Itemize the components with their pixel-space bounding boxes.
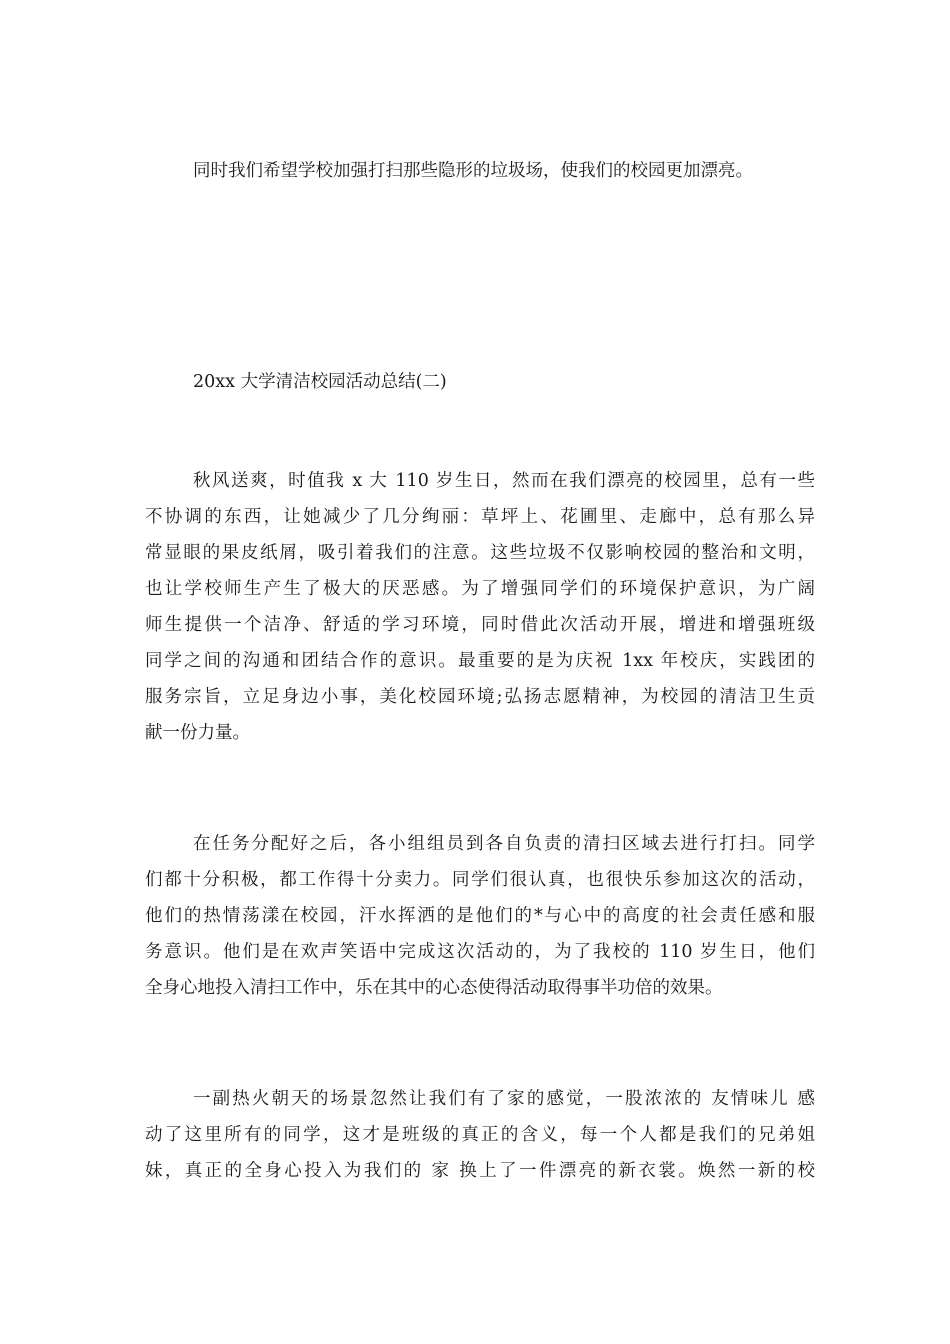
paragraph-line: 献一份力量。 bbox=[145, 723, 250, 743]
paragraph-line: 服务宗旨，立足身边小事，美化校园环境;弘扬志愿精神，为校园的清洁卫生贡 bbox=[145, 687, 815, 707]
paragraph-line: 常显眼的果皮纸屑，吸引着我们的注意。这些垃圾不仅影响校园的整治和文明， bbox=[145, 543, 815, 563]
closing-sentence: 同时我们希望学校加强打扫那些隐形的垃圾场，使我们的校园更加漂亮。 bbox=[193, 161, 753, 181]
paragraph-line: 不协调的东西，让她减少了几分绚丽：草坪上、花圃里、走廊中，总有那么异 bbox=[145, 507, 815, 527]
paragraph-line: 也让学校师生产生了极大的厌恶感。为了增强同学们的环境保护意识，为广阔 bbox=[145, 579, 815, 599]
paragraph-line: 一副热火朝天的场景忽然让我们有了家的感觉，一股浓浓的 友情味儿 感 bbox=[193, 1089, 815, 1109]
paragraph-line: 在任务分配好之后，各小组组员到各自负责的清扫区域去进行打扫。同学 bbox=[193, 834, 815, 854]
section-title: 20xx 大学清洁校园活动总结(二) bbox=[193, 372, 447, 392]
paragraph-line: 们都十分积极，都工作得十分卖力。同学们很认真，也很快乐参加这次的活动， bbox=[145, 870, 815, 890]
paragraph-line: 师生提供一个洁净、舒适的学习环境，同时借此次活动开展，增进和增强班级 bbox=[145, 615, 815, 635]
paragraph-line: 妹，真正的全身心投入为我们的 家 换上了一件漂亮的新衣裳。焕然一新的校 bbox=[145, 1161, 815, 1181]
paragraph-line: 动了这里所有的同学，这才是班级的真正的含义，每一个人都是我们的兄弟姐 bbox=[145, 1125, 815, 1145]
paragraph-line: 秋风送爽，时值我 x 大 110 岁生日，然而在我们漂亮的校园里，总有一些 bbox=[193, 471, 815, 491]
paragraph-line: 同学之间的沟通和团结合作的意识。最重要的是为庆祝 1xx 年校庆，实践团的 bbox=[145, 651, 815, 671]
paragraph-line: 他们的热情荡漾在校园，汗水挥洒的是他们的*与心中的高度的社会责任感和服 bbox=[145, 906, 815, 926]
paragraph-line: 全身心地投入清扫工作中，乐在其中的心态使得活动取得事半功倍的效果。 bbox=[145, 978, 723, 998]
paragraph-line: 务意识。他们是在欢声笑语中完成这次活动的，为了我校的 110 岁生日，他们 bbox=[145, 942, 815, 962]
